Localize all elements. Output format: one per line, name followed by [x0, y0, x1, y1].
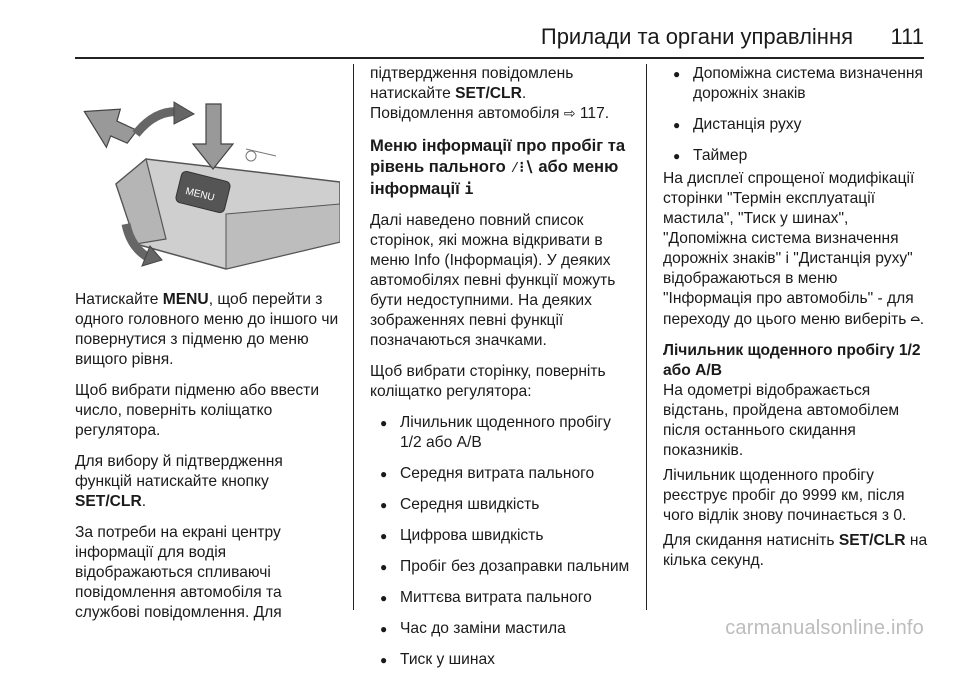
info-page-list-continued	[663, 64, 928, 166]
text-fragment: .	[141, 493, 147, 510]
text-fragment: На дисплеї спрощеної модифікації сторінки "Термін експлуатації мастила", "Тиск у шинах", "Допоміжна система визначення дорожніх знаків" і "Дистанція руху" відображаються в меню "Інформація про автомобіль" - для переходу до цього меню виберіть	[663, 170, 915, 328]
column-1	[75, 290, 340, 634]
text-fragment: Для вибору й підтвердження функцій натискайте кнопку	[75, 453, 283, 490]
list-item: ● Дистанція руху	[663, 115, 928, 135]
stalk-drawing	[76, 64, 340, 277]
list-item: ● Середня витрата пального	[370, 464, 635, 484]
subsection-heading: Лічильник щоденного пробігу 1/2 або A/B	[663, 342, 921, 379]
page-header	[0, 0, 960, 60]
paragraph: Далі наведено повний список сторінок, які можна відкривати в меню Info (Інформація). У деяких автомобілях певні функції можуть бути недоступними. На деяких зображеннях певні функції позначаються значками.	[370, 212, 616, 349]
header-rule	[75, 57, 924, 59]
list-item: ● Таймер	[663, 146, 928, 166]
page-number: 111	[890, 24, 924, 49]
set-clr-label: SET/CLR	[75, 493, 142, 510]
paragraph: Щоб вибрати сторінку, поверніть коліщатко регулятора:	[370, 363, 606, 400]
section-heading	[370, 135, 635, 200]
text-fragment: Повідомлення автомобіля	[370, 105, 564, 122]
paragraph: За потреби на екрані центру інформації для водія відображаються спливаючі повідомлення автомобіля та службові повідомлення. Для	[75, 524, 282, 621]
menu-button-label: MENU	[162, 291, 209, 308]
paragraph	[663, 531, 928, 571]
set-clr-label: SET/CLR	[838, 532, 906, 549]
column-divider	[353, 64, 354, 610]
text-fragment: Натискайте	[75, 291, 163, 308]
paragraph	[75, 452, 340, 512]
set-clr-label: SET/CLR	[455, 85, 522, 102]
paragraph: Щоб вибрати підменю або ввести число, поверніть коліщатко регулятора.	[75, 382, 320, 439]
watermark: carmanualsonline.info	[725, 617, 924, 639]
cross-reference-icon: ⇨	[563, 106, 576, 122]
page-title: Прилади та органи управління	[540, 24, 853, 49]
list-item: ● Допоміжна система визначення дорожніх знаків	[663, 64, 928, 104]
text-fragment: 117.	[575, 105, 610, 122]
list-item: ● Миттєва витрата пального	[370, 588, 635, 608]
list-item: ● Цифрова швидкість	[370, 526, 635, 546]
list-item: ● Пробіг без дозаправки пальним	[370, 557, 635, 577]
vehicle-info-icon: ⌓	[910, 310, 920, 328]
paragraph: На одометрі відображається відстань, пройдена автомобілем після останнього скидання показників.	[663, 382, 900, 459]
info-page-list	[370, 413, 635, 670]
column-2	[370, 64, 635, 681]
info-icon: i	[464, 180, 474, 198]
list-item: ● Лічильник щоденного пробігу 1/2 або A/B	[370, 413, 635, 453]
text-fragment: , щоб перейти з одного головного меню до іншого чи повернутися з підменю до меню вищого рівня.	[75, 291, 339, 368]
text-fragment: на кілька секунд.	[663, 532, 928, 569]
paragraph	[75, 290, 340, 370]
list-item: ● Середня швидкість	[370, 495, 635, 515]
text-fragment: підтвердження повідомлень натискайте	[370, 65, 574, 102]
text-fragment: Меню інформації про пробіг та рівень пального	[370, 136, 626, 176]
paragraph	[663, 169, 928, 330]
menu-label: MENU	[184, 185, 216, 204]
fuel-trip-icon: ⁄⁝∖	[510, 158, 534, 176]
text-fragment: .	[919, 311, 925, 328]
list-item: ● Тиск у шинах	[370, 650, 635, 670]
text-fragment: Для скидання натисніть	[663, 532, 839, 549]
text-fragment: .	[521, 85, 527, 102]
column-divider	[646, 64, 647, 610]
text-fragment: або меню інформації	[370, 157, 619, 198]
list-item: ● Час до заміни мастила	[370, 619, 635, 639]
column-3	[663, 64, 928, 582]
paragraph	[370, 64, 635, 124]
stalk-illustration	[76, 64, 340, 277]
paragraph: Лічильник щоденного пробігу реєструє пробіг до 9999 км, після чого відлік знову починається з 0.	[663, 467, 907, 524]
